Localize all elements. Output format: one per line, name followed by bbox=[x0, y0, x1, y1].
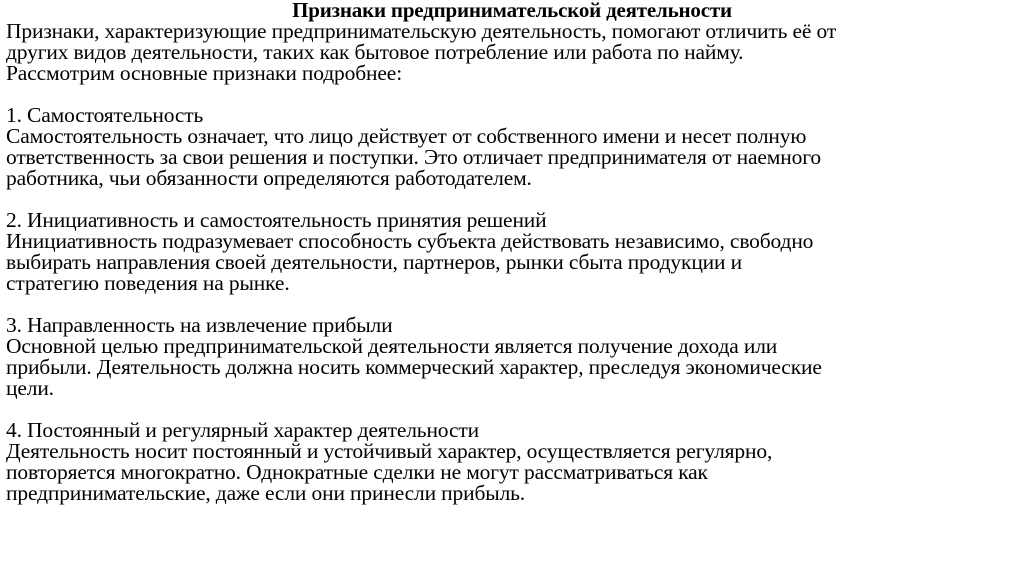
section-heading: 3. Направленность на извлечение прибыли bbox=[6, 313, 393, 337]
section-text-line: повторяется многократно. Однократные сделки не могут рассматриваться как bbox=[6, 460, 708, 484]
section-text-line: предпринимательские, даже если они принесли прибыль. bbox=[6, 481, 526, 505]
paragraph-spacer bbox=[6, 84, 1018, 105]
intro-line: Рассмотрим основные признаки подробнее: bbox=[6, 61, 403, 85]
section-initsiativnost bbox=[6, 210, 1018, 294]
page-title: Признаки предпринимательской деятельности bbox=[292, 0, 732, 22]
section-postoyanstvo bbox=[6, 420, 1018, 504]
section-text-line: прибыли. Деятельность должна носить коммерческий характер, преследуя экономические bbox=[6, 355, 822, 379]
section-text-line: работника, чьи обязанности определяются работодателем. bbox=[6, 166, 532, 190]
section-text-line: Самостоятельность означает, что лицо действует от собственного имени и несет полную bbox=[6, 124, 807, 148]
section-text-line: Деятельность носит постоянный и устойчивый характер, осуществляется регулярно, bbox=[6, 439, 773, 463]
intro-paragraph bbox=[6, 21, 1018, 84]
section-pribyl bbox=[6, 315, 1018, 399]
section-heading: 2. Инициативность и самостоятельность принятия решений bbox=[6, 208, 547, 232]
section-text-line: ответственность за свои решения и поступки. Это отличает предпринимателя от наемного bbox=[6, 145, 821, 169]
section-text-line: Основной целью предпринимательской деятельности является получение дохода или bbox=[6, 334, 778, 358]
section-heading: 4. Постоянный и регулярный характер деятельности bbox=[6, 418, 479, 442]
section-text-line: стратегию поведения на рынке. bbox=[6, 271, 290, 295]
section-text-line: Инициативность подразумевает способность субъекта действовать независимо, свободно bbox=[6, 229, 814, 253]
section-samostoyatelnost bbox=[6, 105, 1018, 189]
section-heading: 1. Самостоятельность bbox=[6, 103, 204, 127]
paragraph-spacer bbox=[6, 189, 1018, 210]
section-text-line: цели. bbox=[6, 376, 54, 400]
paragraph-spacer bbox=[6, 294, 1018, 315]
paragraph-spacer bbox=[6, 399, 1018, 420]
document-body bbox=[6, 0, 1018, 504]
section-text-line: выбирать направления своей деятельности, партнеров, рынки сбыта продукции и bbox=[6, 250, 742, 274]
intro-line: других видов деятельности, таких как бытовое потребление или работа по найму. bbox=[6, 40, 744, 64]
intro-line: Признаки, характеризующие предпринимательскую деятельность, помогают отличить её от bbox=[6, 19, 837, 43]
